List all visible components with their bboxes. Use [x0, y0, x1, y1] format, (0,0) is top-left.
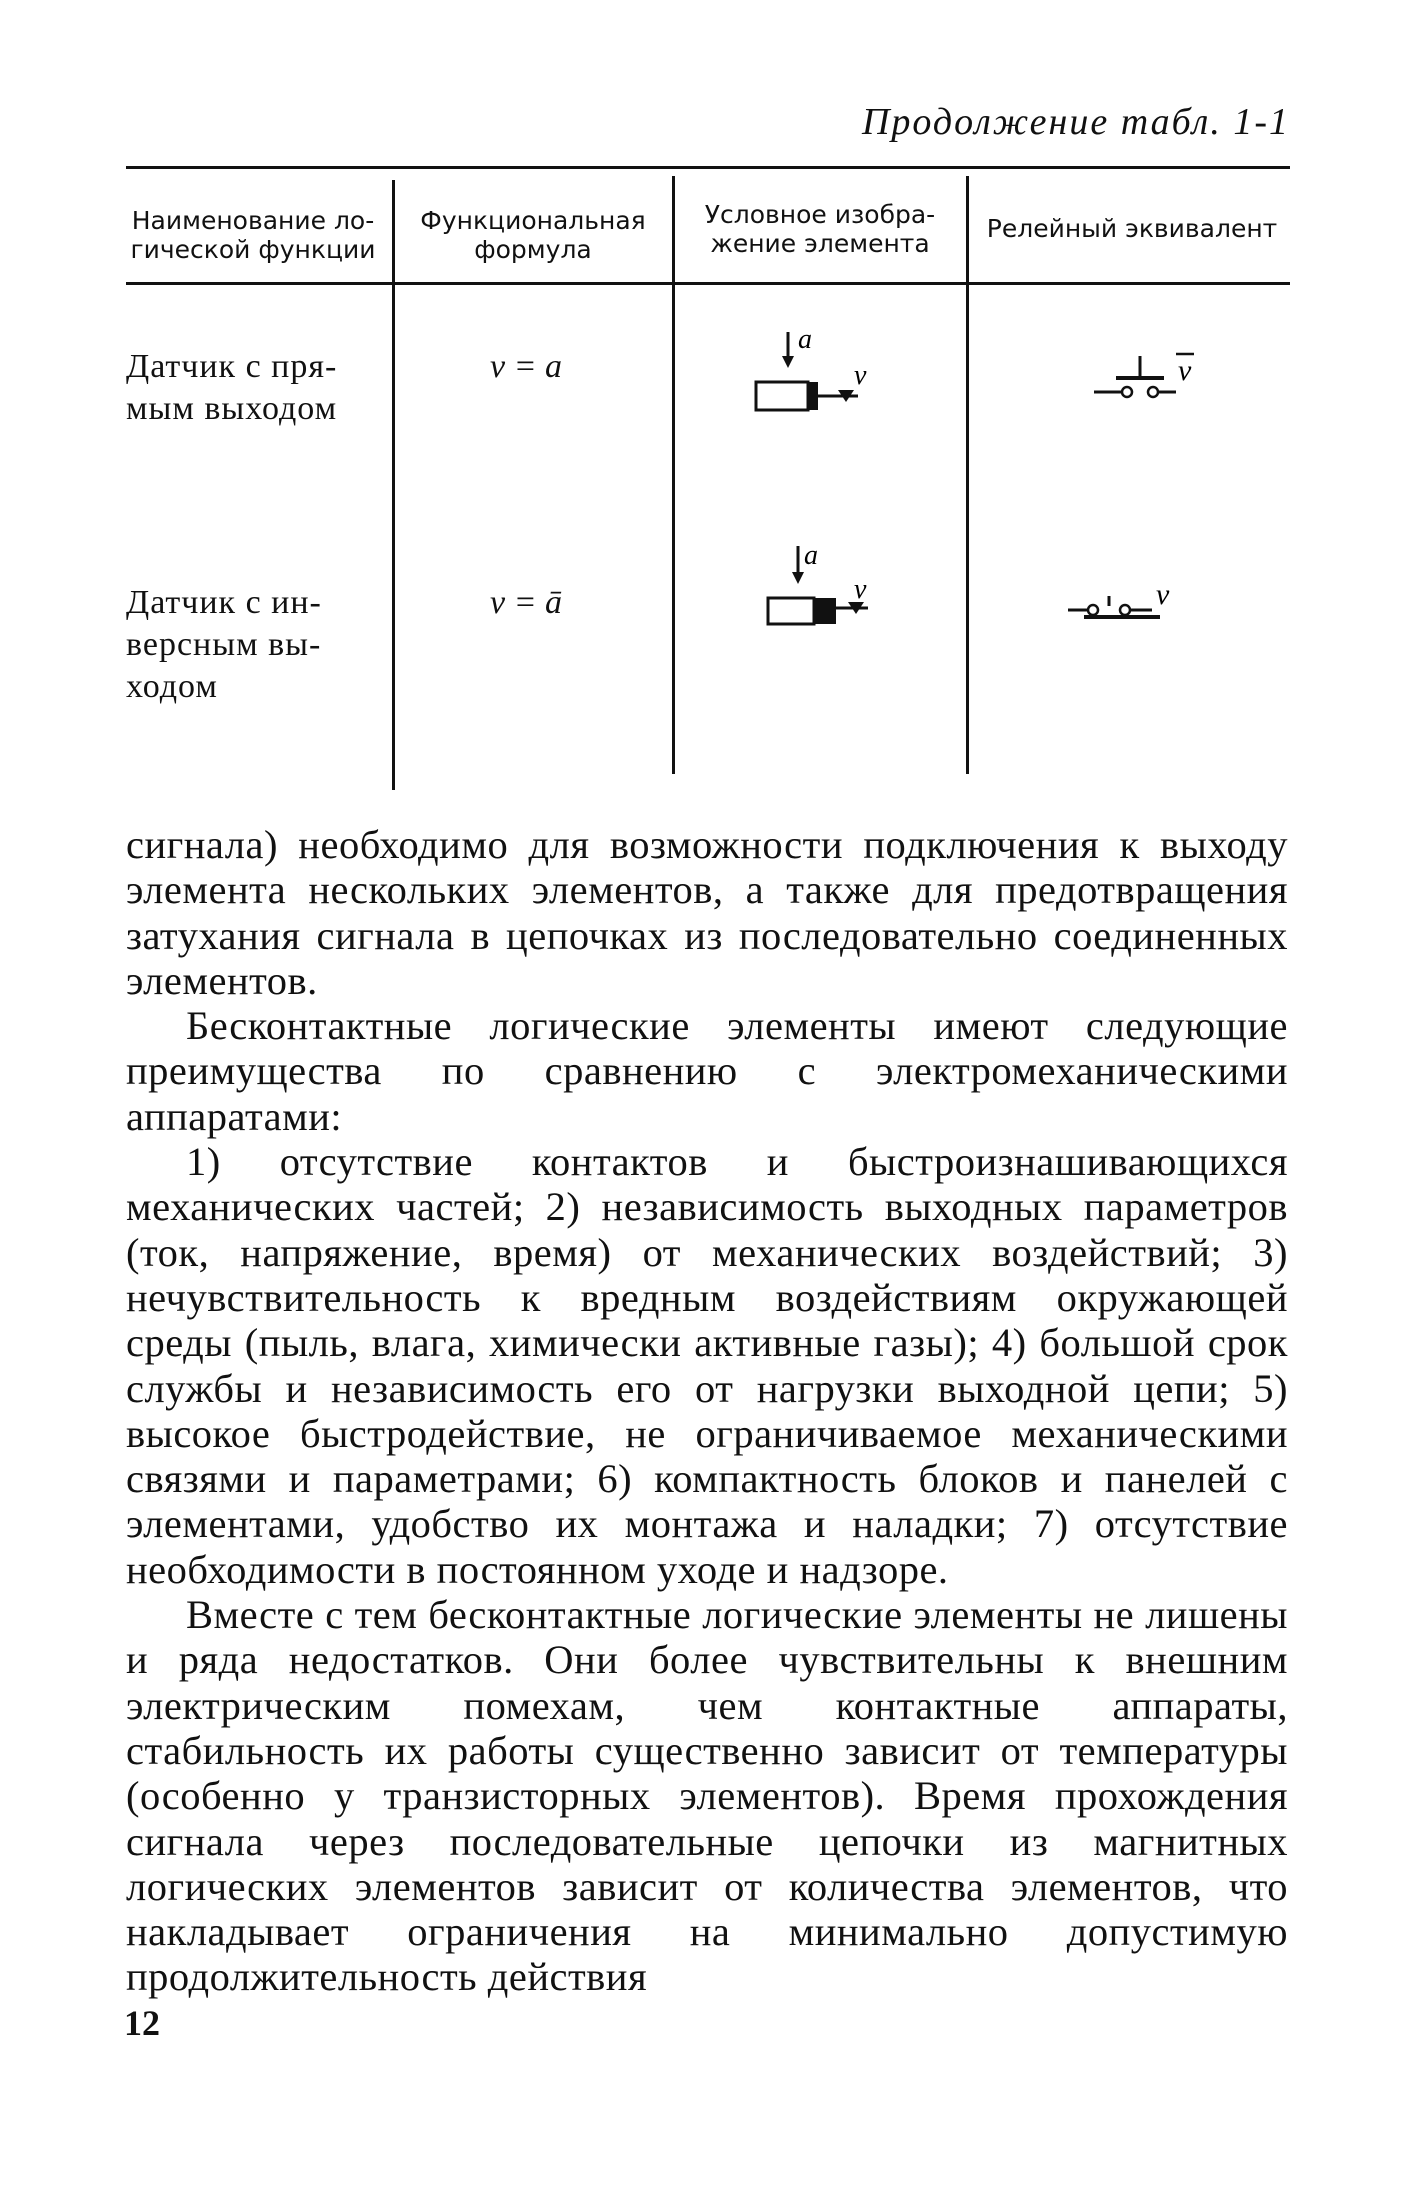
sensor-direct-symbol — [750, 326, 910, 426]
relay-normally-open-contact — [1090, 340, 1220, 410]
contact-terminal-right — [1148, 387, 1158, 397]
sensor-body — [768, 598, 814, 624]
paragraph-1: сигнала) необходимо для возможности подключения к выходу элемента нескольких элементов, а также для предотвращения затухания сигнала в цепочках из последовательно соединенных элементов. — [126, 822, 1288, 1003]
paragraph-2: Бесконтактные логические элементы имеют следующие преимущества по сравнению с электромеханическими аппаратами: — [126, 1003, 1288, 1139]
relay-output-label: v — [1178, 354, 1192, 387]
input-label: a — [804, 540, 818, 571]
row-1-function-name: Датчик с пря- мым выходом — [126, 348, 338, 427]
sensor-output-terminal — [808, 382, 818, 410]
row-1-formula: v = a — [490, 348, 563, 385]
relay-output-label: v — [1156, 578, 1170, 611]
relay-normally-closed-contact — [1064, 574, 1194, 634]
contact-terminal-left — [1122, 387, 1132, 397]
column-header-function-name: Наименование ло- гической функции — [130, 206, 376, 264]
sensor-inverse-terminal — [814, 598, 836, 624]
table-col-divider-2 — [672, 176, 675, 774]
table-col-divider-3 — [966, 176, 969, 774]
column-header-formula: Функциональная формула — [420, 206, 646, 264]
input-label: a — [798, 326, 812, 355]
page-number: 12 — [124, 2003, 160, 2043]
table-top-rule — [126, 166, 1290, 169]
paragraph-4: Вместе с тем бесконтактные логические элементы не лишены и ряда недостатков. Они более чувствительны к внешним электрическим помехам, чем контактные аппараты, стабильность их работы существенно зависит от температуры (особенно у транзисторных элементов). Время прохождения сигнала через последовательные цепочки из магнитных логических элементов зависит от количества элементов, что накладывает ограничения на минимально допустимую продолжительность действия — [126, 1592, 1288, 2000]
sensor-inverse-symbol — [760, 536, 920, 636]
table-header-rule — [126, 282, 1290, 285]
input-arrow — [782, 356, 794, 368]
continuation-label: Продолжение табл. 1-1 — [861, 101, 1290, 143]
contact-terminal-right — [1120, 605, 1130, 615]
sensor-body — [756, 382, 808, 410]
row-2-formula: v = ā — [490, 584, 563, 621]
paragraph-3: 1) отсутствие контактов и быстроизнашивающихся механических частей; 2) независимость выходных параметров (ток, напряжение, время) от механических воздействий; 3) нечувствительность к вредным воздействиям окружающей среды (пыль, влага, химически активные газы); 4) большой срок службы и независимость его от нагрузки выходной цепи; 5) высокое быстродействие, не ограничиваемое механическими связями и параметрами; 6) компактность блоков и панелей с элементами, удобство их монтажа и наладки; 7) отсутствие необходимости в постоянном уходе и надзоре. — [126, 1139, 1288, 1592]
body-text — [126, 822, 1288, 2000]
input-arrow — [792, 572, 804, 584]
output-label: v — [854, 574, 867, 605]
row-2-function-name: Датчик с ин- версным вы- ходом — [126, 584, 322, 705]
column-header-symbol: Условное изобра- жение элемента — [704, 200, 936, 258]
column-header-relay: Релейный эквивалент — [986, 214, 1278, 243]
table-col-divider-1 — [392, 180, 395, 790]
output-label: v — [854, 360, 867, 391]
contact-terminal-left — [1088, 605, 1098, 615]
